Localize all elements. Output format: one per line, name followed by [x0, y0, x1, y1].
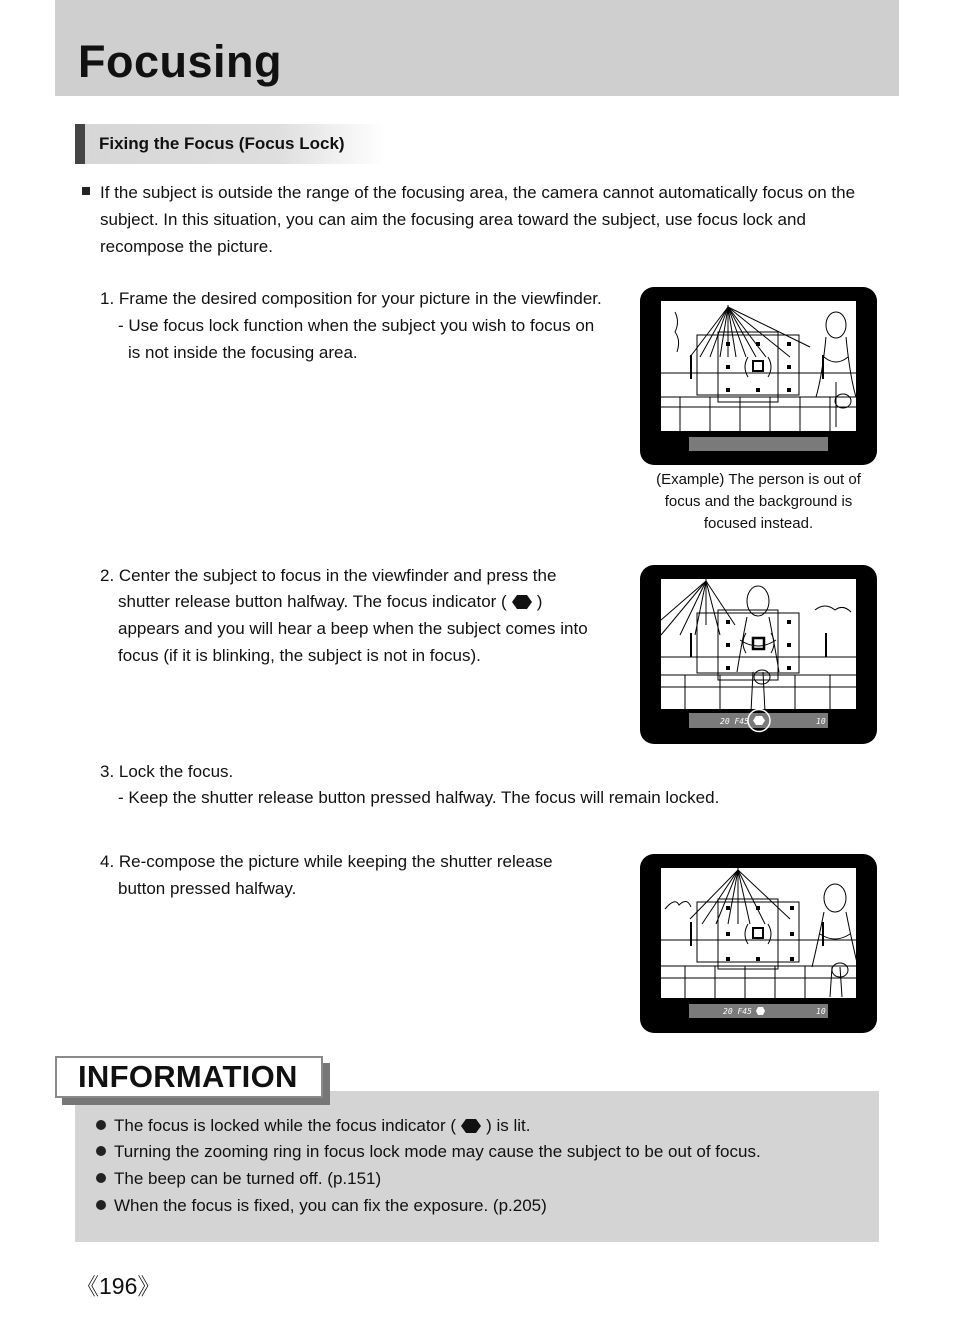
- step-1-line-2: - Use focus lock function when the subject you wish to focus on: [118, 316, 595, 335]
- caption-line-2: focus and the background is: [664, 493, 853, 510]
- step-2-line-2-close: ): [536, 592, 543, 611]
- intro-line-3: recompose the picture.: [100, 237, 273, 256]
- section-tab-bar: [75, 124, 85, 164]
- step-4-line-2: button pressed halfway.: [118, 879, 297, 898]
- step-3-line-2: - Keep the shutter release button pressed halfway. The focus will remain locked.: [118, 788, 720, 807]
- round-bullet-icon: [96, 1146, 106, 1156]
- intro-line-2: subject. In this situation, you can aim the focusing area toward the subject, use focus lock and: [100, 210, 806, 229]
- information-title: INFORMATION: [78, 1059, 298, 1094]
- caption-line-3: focused instead.: [703, 515, 814, 532]
- round-bullet-icon: [96, 1120, 106, 1130]
- square-bullet-icon: [82, 187, 90, 195]
- round-bullet-icon: [96, 1173, 106, 1183]
- step-2-line-4: focus (if it is blinking, the subject is not in focus).: [118, 646, 481, 665]
- step-4-line-1: 4. Re-compose the picture while keeping the shutter release: [100, 852, 553, 871]
- step-1-line-3: is not inside the focusing area.: [128, 343, 358, 362]
- step-2-line-2: [118, 588, 542, 618]
- lcd-frame-count-2: 10: [816, 717, 826, 726]
- info-item-3-text: The beep can be turned off. (p.151): [114, 1169, 382, 1188]
- focus-indicator-icon: [511, 591, 533, 618]
- info-item-2: [96, 1138, 761, 1165]
- caption-line-1: (Example) The person is out of: [656, 471, 861, 488]
- step-2-line-3: appears and you will hear a beep when the subject comes into: [118, 619, 588, 638]
- lcd-readout-2: 20 F45: [720, 717, 749, 726]
- info-item-4-text: When the focus is fixed, you can fix the exposure. (p.205): [114, 1196, 547, 1215]
- page-number: 《196》: [76, 1273, 161, 1299]
- viewfinder-illustration-2: [640, 565, 877, 744]
- viewfinder-illustration-1: [640, 287, 877, 465]
- info-item-3: [96, 1165, 381, 1192]
- info-item-1-suffix: ) is lit.: [486, 1116, 531, 1135]
- info-item-1-text: The focus is locked while the focus indicator (: [114, 1116, 457, 1135]
- round-bullet-icon: [96, 1200, 106, 1210]
- section-title: Fixing the Focus (Focus Lock): [99, 134, 345, 153]
- step-2-line-2-text: shutter release button halfway. The focus indicator (: [118, 592, 507, 611]
- page-title: Focusing: [78, 36, 282, 87]
- viewfinder-illustration-3: [640, 854, 877, 1033]
- step-3-line-1: 3. Lock the focus.: [100, 762, 234, 781]
- info-item-4: [96, 1192, 547, 1219]
- info-item-2-text: Turning the zooming ring in focus lock mode may cause the subject to be out of focus.: [114, 1142, 761, 1161]
- lcd-frame-count-3: 10: [816, 1007, 826, 1016]
- intro-line-1: If the subject is outside the range of the focusing area, the camera cannot automatically focus on the: [100, 183, 856, 202]
- step-2-line-1: 2. Center the subject to focus in the viewfinder and press the: [100, 566, 557, 585]
- step-1-line-1: 1. Frame the desired composition for your picture in the viewfinder.: [100, 289, 602, 308]
- lcd-readout-3: 20 F45: [723, 1007, 752, 1016]
